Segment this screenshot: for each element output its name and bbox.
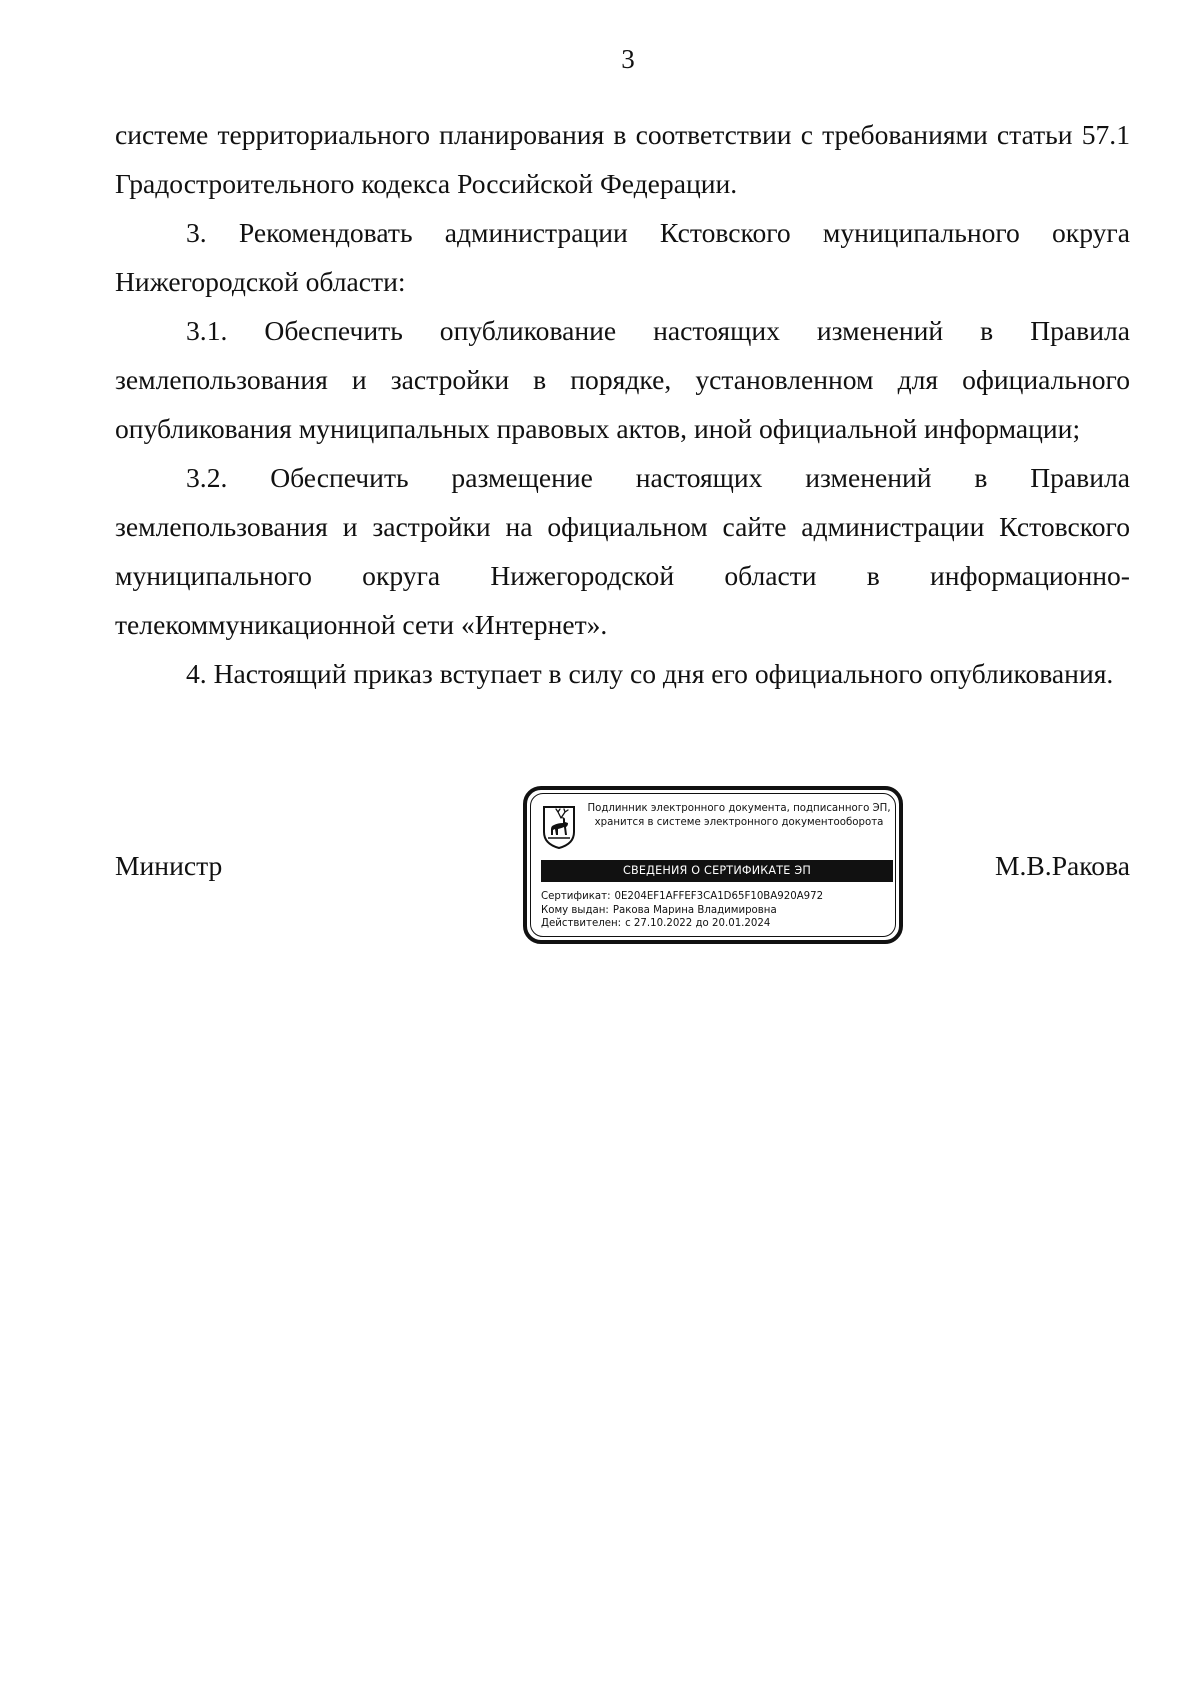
electronic-signature-stamp (523, 786, 903, 944)
stamp-row-issued-to (541, 904, 893, 918)
issued-to-value: Ракова Марина Владимировна (612, 904, 777, 916)
paragraph-continuation: системе территориального планирования в соответствии с требованиями статьи 57.1 Градостроительного кодекса Российской Федерации. (115, 119, 1130, 199)
stamp-certificate-bar: СВЕДЕНИЯ О СЕРТИФИКАТЕ ЭП (541, 860, 893, 882)
certificate-value: 0E204EF1AFFEF3CA1D65F10BA920A972 (614, 891, 824, 902)
paragraph-item-4: 4. Настоящий приказ вступает в силу со дня его официального опубликования. (186, 658, 1114, 689)
document-body (115, 110, 1130, 698)
stamp-header-line-1: Подлинник электронного документа, подписанного ЭП, (587, 803, 891, 814)
paragraph-item-3-1: 3.1. Обеспечить опубликование настоящих изменений в Правила землепользования и застройки в порядке, установленном для официального опубликования муниципальных правовых актов, иной официальной информации; (115, 315, 1130, 444)
validity-value: с 27.10.2022 до 20.01.2024 (625, 918, 771, 929)
page-number: 3 (621, 44, 635, 74)
stamp-header (579, 802, 899, 830)
deer-emblem-icon (541, 804, 577, 850)
signatory-name: М.В.Ракова (994, 850, 1130, 881)
signatory-role: Министр (115, 850, 223, 881)
certificate-label: Сертификат: (541, 891, 611, 902)
validity-label: Действителен: (541, 918, 622, 929)
paragraph-item-3-2: 3.2. Обеспечить размещение настоящих изменений в Правила землепользования и застройки на официальном сайте администрации Кстовского муниципального округа Нижегородской области в информационно-телекоммуникационной сети «Интернет». (115, 462, 1130, 640)
stamp-details (541, 890, 893, 931)
stamp-header-line-2: хранится в системе электронного документооборота (594, 817, 884, 828)
issued-to-label: Кому выдан: (541, 904, 609, 916)
stamp-row-validity (541, 917, 893, 931)
paragraph-item-3: 3. Рекомендовать администрации Кстовского муниципального округа Нижегородской области: (115, 217, 1130, 297)
stamp-row-certificate (541, 890, 893, 904)
